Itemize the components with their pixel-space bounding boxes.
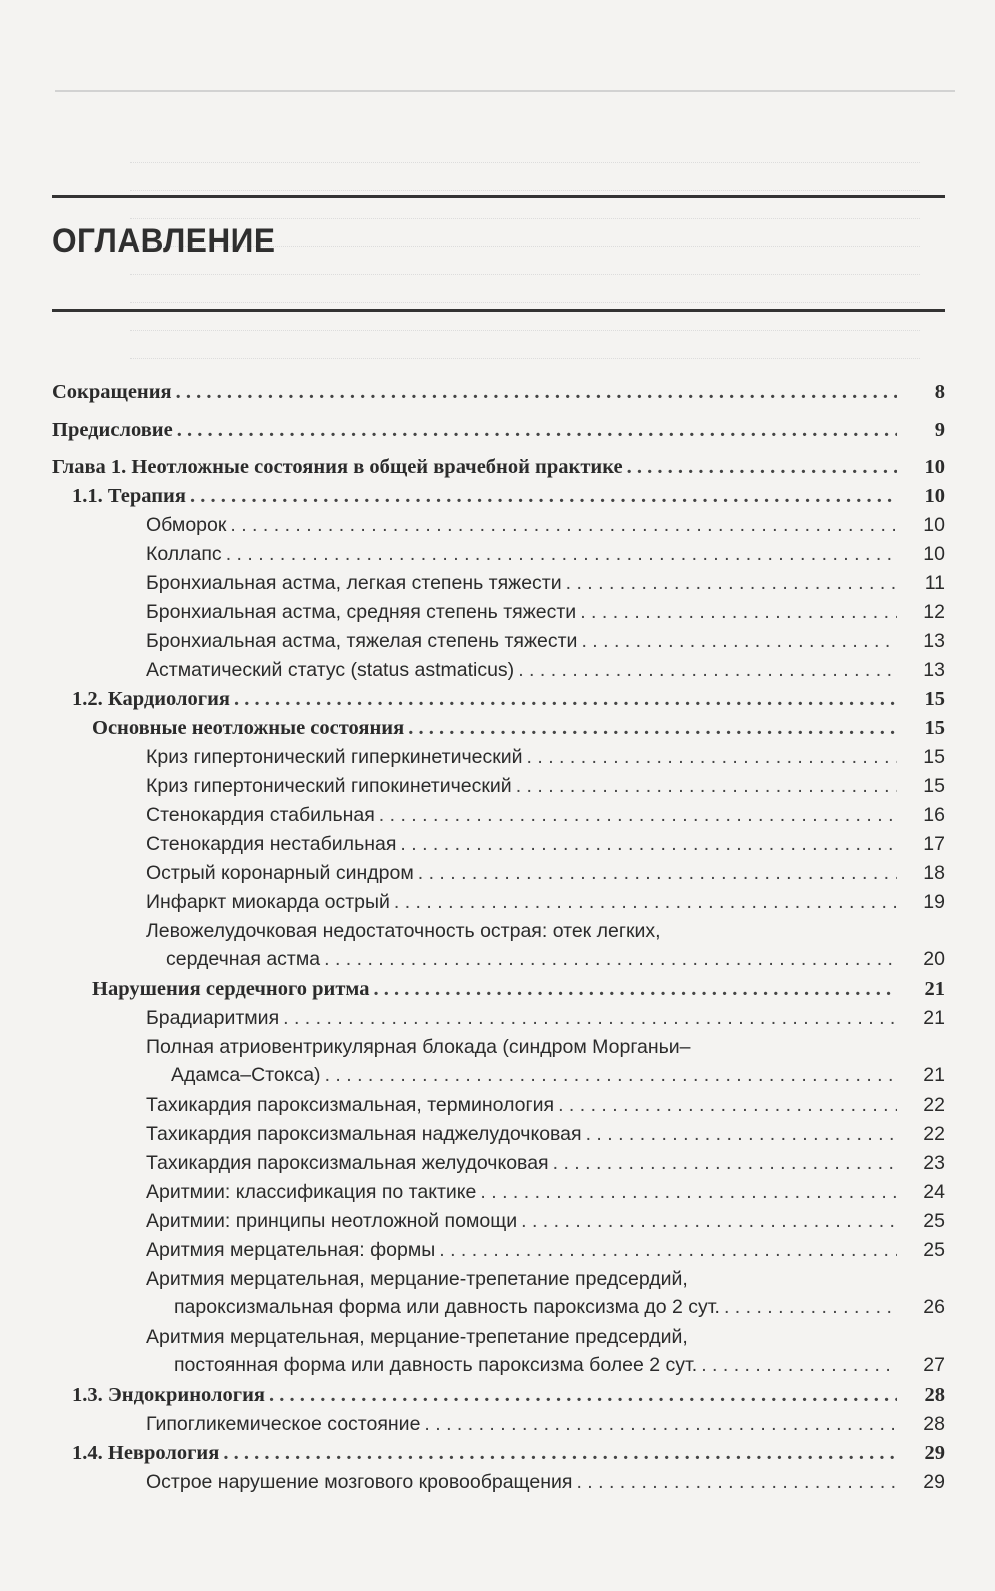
toc-entry-multiline[interactable]: Аритмия мерцательная, мерцание-трепетание предсердий, постоянная форма или давность пароксизма более 2 сут. . . . 27 [146, 1323, 945, 1379]
toc-entry[interactable]: Астматический статус (status astmaticus) . . . 13 [146, 656, 945, 684]
toc-entry[interactable]: Сокращения . . . 8 [52, 378, 945, 406]
toc-entry[interactable]: Стенокардия стабильная . . . 16 [146, 801, 945, 829]
toc-entry[interactable]: Криз гипертонический гиперкинетический . . . 15 [146, 743, 945, 771]
toc-entry[interactable]: Аритмии: принципы неотложной помощи . . . 25 [146, 1207, 945, 1235]
toc-entry[interactable]: Тахикардия пароксизмальная желудочковая . . . 23 [146, 1149, 945, 1177]
toc-entry-multiline[interactable]: Аритмия мерцательная, мерцание-трепетание предсердий, пароксизмальная форма или давность пароксизма до 2 сут. . . . 26 [146, 1265, 945, 1321]
toc-entry[interactable]: Коллапс . . . 10 [146, 540, 945, 568]
toc-entry[interactable]: Предисловие . . . 9 [52, 416, 945, 444]
toc-entry[interactable]: Бронхиальная астма, средняя степень тяжести . . . 12 [146, 598, 945, 626]
toc-entry[interactable]: Аритмии: классификация по тактике . . . 24 [146, 1178, 945, 1206]
toc-entry[interactable]: Стенокардия нестабильная . . . 17 [146, 830, 945, 858]
toc-chapter[interactable]: Глава 1. Неотложные состояния в общей врачебной практике . . . 10 [52, 453, 945, 481]
toc-section[interactable]: 1.4. Неврология . . . 29 [72, 1439, 945, 1467]
toc-entry[interactable]: Обморок . . . 10 [146, 511, 945, 539]
page-title: ОГЛАВЛЕНИЕ [52, 222, 276, 260]
toc-entry[interactable]: Острое нарушение мозгового кровообращения . . . 29 [146, 1468, 945, 1496]
toc-entry[interactable]: Острый коронарный синдром . . . 18 [146, 859, 945, 887]
toc-entry[interactable]: Тахикардия пароксизмальная, терминология . . . 22 [146, 1091, 945, 1119]
toc-entry[interactable]: Тахикардия пароксизмальная наджелудочковая . . . 22 [146, 1120, 945, 1148]
toc-entry[interactable]: Криз гипертонический гипокинетический . . . 15 [146, 772, 945, 800]
toc-section[interactable]: 1.1. Терапия . . . 10 [72, 482, 945, 510]
toc-entry[interactable]: Аритмия мерцательная: формы . . . 25 [146, 1236, 945, 1264]
toc-subsection[interactable]: Основные неотложные состояния . . . 15 [92, 714, 945, 742]
toc-entry[interactable]: Бронхиальная астма, легкая степень тяжести . . . 11 [146, 569, 945, 597]
toc-entry-multiline[interactable]: Полная атриовентрикулярная блокада (синдром Морганьи– Адамса–Стокса) . . . 21 [146, 1033, 945, 1089]
toc-entry[interactable]: Гипогликемическое состояние . . . 28 [146, 1410, 945, 1438]
toc-section[interactable]: 1.3. Эндокринология . . . 28 [72, 1381, 945, 1409]
toc-entry[interactable]: Брадиаритмия . . . 21 [146, 1004, 945, 1032]
toc-entry[interactable]: Инфаркт миокарда острый . . . 19 [146, 888, 945, 916]
toc-entry[interactable]: Бронхиальная астма, тяжелая степень тяжести . . . 13 [146, 627, 945, 655]
toc-section[interactable]: 1.2. Кардиология . . . 15 [72, 685, 945, 713]
toc-entry-multiline[interactable]: Левожелудочковая недостаточность острая: отек легких, сердечная астма . . . 20 [146, 917, 945, 973]
toc-subsection[interactable]: Нарушения сердечного ритма . . . 21 [92, 975, 945, 1003]
